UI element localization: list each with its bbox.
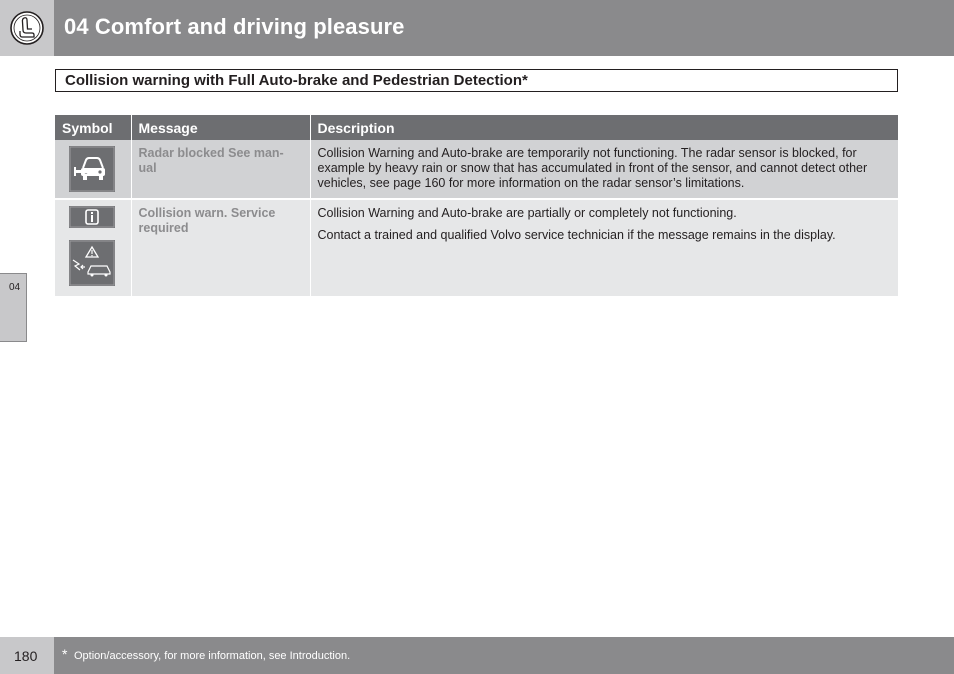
table-row	[55, 199, 898, 296]
message-line: Radar blocked See man-	[138, 146, 284, 160]
seat-icon	[10, 11, 44, 45]
description-cell	[310, 199, 898, 296]
message-line: ual	[138, 161, 157, 175]
header-icon-box	[0, 0, 54, 56]
page-title: 04 Comfort and driving pleasure	[64, 14, 405, 39]
description-text: Contact a trained and qualified Volvo service technician if the message remains in the display.	[317, 228, 836, 242]
description-text: Collision Warning and Auto-brake are temporarily not functioning. The radar sensor is blocked, for example by heavy rain or snow that has accumulated in front of the sensor, and cannot detect other vehicles, see page 160 for more information on the radar sensor’s limitations.	[317, 146, 868, 190]
footnote-text: Option/accessory, for more information, see Introduction.	[74, 650, 351, 662]
page-number: 180	[14, 648, 38, 664]
page-footer	[0, 637, 954, 674]
section-title: Collision warning with Full Auto-brake and Pedestrian Detection*	[55, 69, 898, 92]
radar-blocked-icon	[69, 146, 115, 192]
message-table	[55, 115, 898, 296]
column-header-description: Description	[310, 115, 898, 140]
symbol-cell	[55, 140, 131, 199]
info-icon	[69, 206, 115, 228]
chapter-tab	[0, 273, 27, 342]
page-number-box	[0, 637, 54, 674]
description-text: Collision Warning and Auto-brake are partially or completely not functioning.	[317, 206, 737, 220]
message-text: Collision warn. Service required	[131, 199, 310, 296]
page-header	[0, 0, 954, 56]
footnote-bar	[54, 637, 954, 674]
column-header-symbol: Symbol	[55, 115, 131, 140]
table-header-row	[55, 115, 898, 140]
chapter-tab-label: 04	[9, 282, 21, 293]
table-row	[55, 140, 898, 199]
symbol-cell	[55, 199, 131, 296]
footnote-star: *	[62, 646, 68, 662]
collision-warning-icon	[69, 240, 115, 286]
message-text	[131, 140, 310, 199]
column-header-message: Message	[131, 115, 310, 140]
description-cell	[310, 140, 898, 199]
